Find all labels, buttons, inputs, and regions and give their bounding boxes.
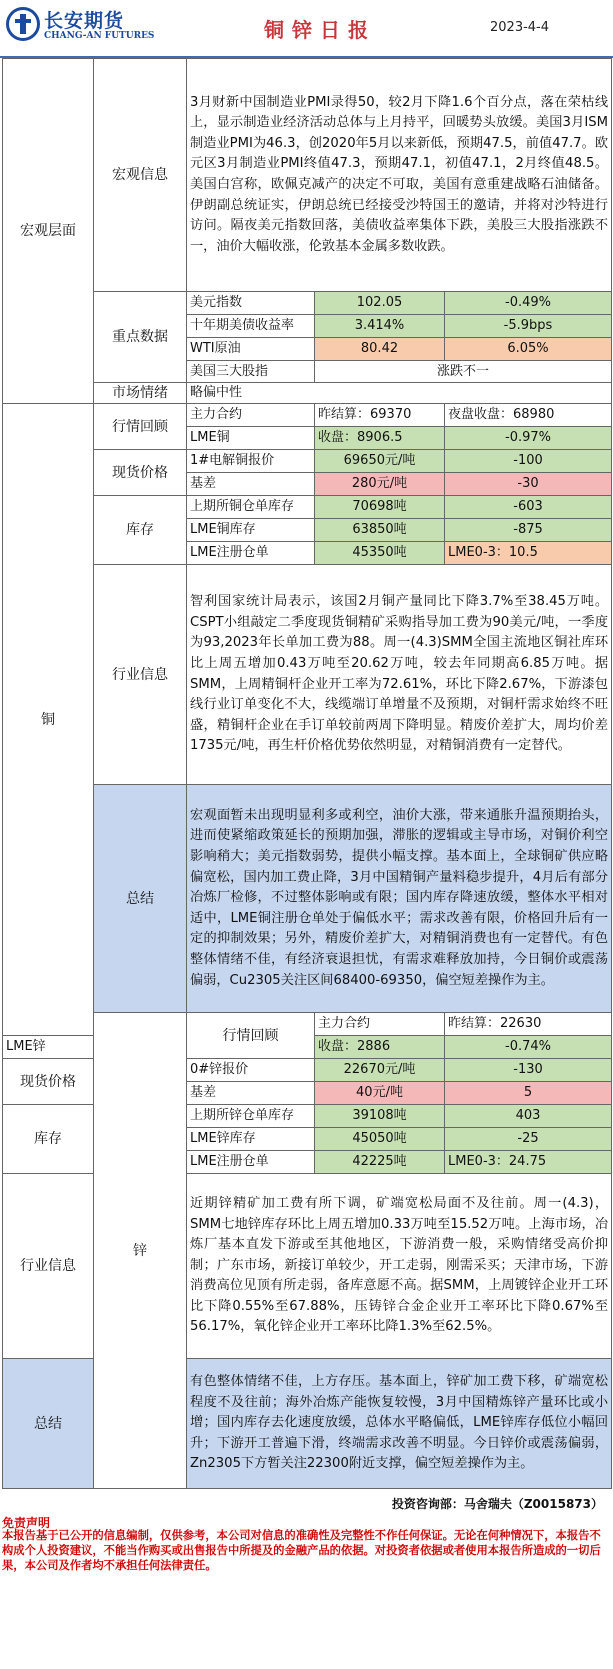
copper-stock-name: 上期所铜仓单库存 [187, 496, 315, 519]
zinc-lme-spread: LME0-3：24.75 [445, 1151, 612, 1174]
macro-info-label: 宏观信息 [94, 59, 187, 292]
company-logo-icon [6, 7, 40, 41]
copper-main-contract: 主力合约 [187, 404, 315, 427]
zinc-stock-value: 39108吨 [315, 1105, 445, 1128]
copper-stock-value: 63850吨 [315, 519, 445, 542]
zinc-spot-price: 22670元/吨 [315, 1059, 445, 1082]
zinc-lme-close: 收盘：2886 [315, 1036, 445, 1059]
zinc-stock-value: 42225吨 [315, 1151, 445, 1174]
zinc-lme-name: LME锌 [3, 1036, 94, 1059]
copper-summary-label: 总结 [94, 785, 187, 1013]
key-data-name: 美元指数 [187, 292, 315, 315]
zinc-main-contract: 主力合约 [315, 1013, 445, 1036]
zinc-summary-text: 有色整体情绪不佳，上方存压。基本面上，锌矿加工费下移，矿端宽松程度不及往前；海外冶炼产能恢复较慢，3月中国精炼锌产量环比或小增；国内库存去化速度放缓，总体水平略偏低，LME锌库存低位小幅回升；下游开工普遍下滑，终端需求改善不明显。今日锌价或震荡偏弱，Zn2305下方暂关注22300附近支撑，偏空短差操作为主。 [187, 1359, 612, 1489]
report-header [0, 0, 613, 58]
zinc-spot-label: 现货价格 [3, 1059, 94, 1105]
section-copper: 铜 [3, 404, 94, 1036]
copper-industry-label: 行业信息 [94, 565, 187, 785]
copper-prev-settle: 昨结算：69370 [315, 404, 445, 427]
copper-basis-change: -30 [445, 473, 612, 496]
market-mood-value: 略偏中性 [187, 383, 612, 404]
copper-basis-name: 基差 [187, 473, 315, 496]
key-data-name: 美国三大股指 [187, 361, 315, 383]
copper-spot-price: 69650元/吨 [315, 450, 445, 473]
copper-stock-name: LME铜库存 [187, 519, 315, 542]
zinc-stock-value: 45050吨 [315, 1128, 445, 1151]
zinc-review-label: 行情回顾 [187, 1013, 315, 1059]
copper-industry-text: 智利国家统计局表示，该国2月铜产量同比下降3.7%至38.45万吨。CSPT小组敲定二季度现货铜精矿采购指导加工费为90美元/吨，一季度为93,2023年长单加工费为88。周一(4.3)SMM全国主流地区铜社库环比上周五增加0.43万吨至20.62万吨，较去年同期高6.85万吨。据SMM，上周精铜杆企业开工率为72.61%，环比下降2.67%，下游漆包线行业订单变化不大，线缆端订单增量不及预期，对铜杆需求始终不旺盛，精铜杆企业在手订单较前两周下降明显。精废价差扩大，周均价差1735元/吨，再生杆价格优势依然明显，对精铜消费有一定替代。 [187, 565, 612, 785]
zinc-spot-name: 0#锌报价 [187, 1059, 315, 1082]
market-mood-label: 市场情绪 [94, 383, 187, 404]
zinc-stock-change: -25 [445, 1128, 612, 1151]
company-name-en: CHANG-AN FUTURES [44, 31, 155, 41]
zinc-stock-label: 库存 [3, 1105, 94, 1174]
copper-stock-name: LME注册仓单 [187, 542, 315, 565]
key-data-value: 102.05 [315, 292, 445, 315]
zinc-basis-change: 5 [445, 1082, 612, 1105]
zinc-basis-value: 40元/吨 [315, 1082, 445, 1105]
copper-lme-change: -0.97% [445, 427, 612, 450]
key-data-name: 十年期美债收益率 [187, 315, 315, 338]
copper-spot-name: 1#电解铜报价 [187, 450, 315, 473]
copper-basis-value: 280元/吨 [315, 473, 445, 496]
copper-spot-change: -100 [445, 450, 612, 473]
copper-stock-value: 70698吨 [315, 496, 445, 519]
copper-night-close: 夜盘收盘：68980 [445, 404, 612, 427]
copper-stock-value: 45350吨 [315, 542, 445, 565]
zinc-stock-name: LME注册仓单 [187, 1151, 315, 1174]
company-name-cn: 长安期货 [44, 10, 125, 32]
consultant-credit: 投资咨询部：马舍瑞夫（Z0015873） [391, 1497, 603, 1511]
zinc-lme-change: -0.74% [445, 1036, 612, 1059]
section-zinc: 锌 [94, 1013, 187, 1489]
key-data-change: -0.49% [445, 292, 612, 315]
zinc-industry-text: 近期锌精矿加工费有所下调，矿端宽松局面不及往前。周一(4.3)，SMM七地锌库存环比上周五增加0.33万吨至15.52万吨。上海市场，冶炼厂基本直发下游或至其他地区，下游消费一般，采购情绪受高价抑制；广东市场，新接订单较少，开工走弱，刚需采买；天津市场，下游消费高位见顶有所走弱，备库意愿不高。据SMM，上周镀锌企业开工环比下降0.55%至67.88%，压铸锌合金企业开工率环比下降0.67%至56.17%，氧化锌企业开工率环比降1.3%至62.5%。 [187, 1174, 612, 1359]
zinc-stock-name: LME锌库存 [187, 1128, 315, 1151]
copper-review-label: 行情回顾 [94, 404, 187, 450]
zinc-summary-label: 总结 [3, 1359, 94, 1489]
copper-lme-spread: LME0-3：10.5 [445, 542, 612, 565]
copper-lme-name: LME铜 [187, 427, 315, 450]
key-data-value: 80.42 [315, 338, 445, 361]
zinc-stock-change: 403 [445, 1105, 612, 1128]
report-date: 2023-4-4 [490, 20, 550, 35]
key-data-value: 涨跌不一 [315, 361, 612, 383]
macro-info-text: 3月财新中国制造业PMI录得50，较2月下降1.6个百分点，落在荣枯线上，显示制造业经济活动总体与上月持平，回暖势头放缓。美国3月ISM制造业PMI为46.3，创2020年5月以来新低，预期47.5，前值47.7。欧元区3月制造业PMI终值47.3，预期47.1，初值47.1，2月终值48.5。美国白宫称，欧佩克减产的决定不可取，美国有意重建战略石油储备。伊朗副总统证实，伊朗总统已经接受沙特国王的邀请，并将对沙特进行访问。隔夜美元指数回落，美债收益率集体下跌，美股三大股指涨跌不一，油价大幅收涨，伦敦基本金属多数收跌。 [187, 59, 612, 292]
disclaimer-title: 免责声明 [2, 1516, 51, 1530]
copper-stock-label: 库存 [94, 496, 187, 565]
copper-spot-label: 现货价格 [94, 450, 187, 496]
key-data-label: 重点数据 [94, 292, 187, 383]
zinc-prev-settle: 昨结算：22630 [445, 1013, 612, 1036]
copper-stock-change: -875 [445, 519, 612, 542]
key-data-change: 6.05% [445, 338, 612, 361]
report-title: 铜锌日报 [264, 18, 376, 42]
copper-summary-text: 宏观面暂未出现明显利多或利空，油价大涨，带来通胀升温预期抬头，进而使紧缩政策延长的预期加强，滞胀的逻辑或主导市场，对铜价利空影响稍大；美元指数弱势，提供小幅支撑。基本面上，全球铜矿供应略偏宽松，国内加工费止降，3月中国精铜产量料稳步提升，4月后有部分冶炼厂检修，不过整体影响或有限；国内库存降速放缓，整体水平相对适中，LME铜注册仓单处于偏低水平；需求改善有限，价格回升后有一定的抑制效果；另外，精废价差扩大，对精铜消费也有一定替代。有色整体情绪不佳，有经济衰退担忧，有需求难释放加持，今日铜价或震荡偏弱，Cu2305关注区间68400-69350，偏空短差操作为主。 [187, 785, 612, 1013]
copper-stock-change: -603 [445, 496, 612, 519]
section-macro: 宏观层面 [3, 59, 94, 404]
zinc-stock-name: 上期所锌仓单库存 [187, 1105, 315, 1128]
disclaimer-text: 本报告基于已公开的信息编制，仅供参考，本公司对信息的准确性及完整性不作任何保证。无论在何种情况下，本报告不构成个人投资建议，不能当作购买或出售报告中所提及的金融产品的依据。对投资者依据或者使用本报告所造成的一切后果，本公司及作者均不承担任何法律责任。 [2, 1529, 601, 1572]
zinc-spot-change: -130 [445, 1059, 612, 1082]
report-table [2, 58, 612, 1489]
zinc-basis-name: 基差 [187, 1082, 315, 1105]
zinc-industry-label: 行业信息 [3, 1174, 94, 1359]
copper-lme-close: 收盘：8906.5 [315, 427, 445, 450]
key-data-change: -5.9bps [445, 315, 612, 338]
key-data-value: 3.414% [315, 315, 445, 338]
key-data-name: WTI原油 [187, 338, 315, 361]
